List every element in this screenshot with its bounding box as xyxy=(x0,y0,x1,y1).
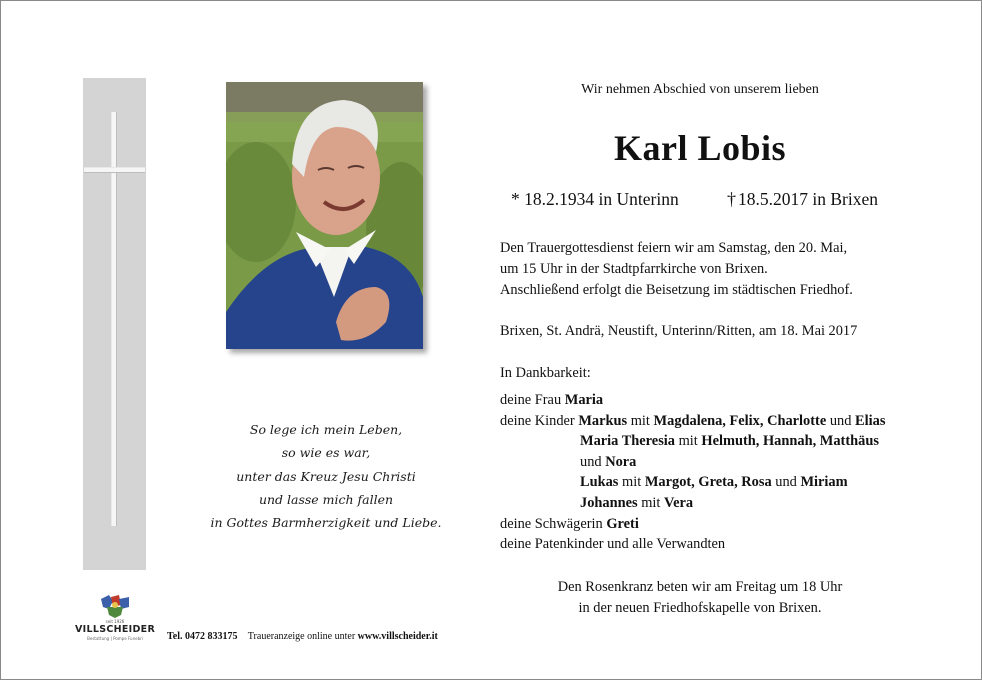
relative-name: Vera xyxy=(664,494,694,511)
connector: mit xyxy=(622,474,642,491)
connector: und xyxy=(580,453,602,470)
poem-line: in Gottes Barmherzigkeit und Liebe. xyxy=(210,515,442,531)
connector: mit xyxy=(641,494,661,511)
relative-name: Nora xyxy=(605,453,637,470)
birth-info: * 18.2.1934 in Unterinn xyxy=(511,189,679,209)
service-line: Den Trauergottesdienst feiern wir am Samstag, den 20. Mai, xyxy=(500,240,848,256)
portrait-photo xyxy=(226,82,423,349)
relative-name: Markus xyxy=(578,412,628,429)
portrait-image xyxy=(226,82,423,349)
funeral-home-logo[interactable] xyxy=(75,593,155,641)
logo-since: seit 1926 xyxy=(105,619,125,624)
family-row xyxy=(500,431,885,452)
rosary-line: in der neuen Friedhofskapelle von Brixen. xyxy=(578,600,822,616)
relative-name: Greti xyxy=(606,515,639,532)
relative-name: Johannes xyxy=(580,494,638,511)
relation-label: deine Kinder xyxy=(500,412,575,429)
logo-tagline: Bestattung | Pompe Funebri xyxy=(87,636,143,641)
family-row xyxy=(500,514,885,535)
deceased-name: Karl Lobis xyxy=(613,128,787,168)
relative-name: Maria Theresia xyxy=(580,433,675,450)
connector: und xyxy=(775,474,797,491)
relative-name: Helmuth, Hannah, Matthäus xyxy=(701,433,879,450)
phone-number[interactable]: Tel. 0472 833175 xyxy=(167,631,238,642)
relative-name: Magdalena, Felix, Charlotte xyxy=(653,412,827,429)
cross-crossbar xyxy=(84,168,145,172)
family-row xyxy=(500,493,885,514)
rosary-line: Den Rosenkranz beten wir am Freitag um 18 Uhr xyxy=(557,579,843,595)
relative-name: Maria xyxy=(564,392,604,408)
poem-line: und lasse mich fallen xyxy=(258,491,394,507)
relative-name: Lukas xyxy=(580,474,619,491)
connector: mit xyxy=(678,433,698,450)
logo-brand: VILLSCHEIDER xyxy=(75,624,156,635)
thanks-heading: In Dankbarkeit: xyxy=(500,365,591,381)
family-row xyxy=(500,452,885,473)
poem-line: unter das Kreuz Jesu Christi xyxy=(236,468,416,484)
service-line: Anschließend erfolgt die Beisetzung im städtischen Friedhof. xyxy=(500,282,853,298)
places-date: Brixen, St. Andrä, Neustift, Unterinn/Ritten, am 18. Mai 2017 xyxy=(500,323,858,339)
dagger-icon: † xyxy=(727,189,736,209)
connector: und xyxy=(829,412,852,429)
relation-label: deine Schwägerin xyxy=(500,515,603,532)
online-text: Traueranzeige online unter xyxy=(247,631,356,642)
service-info xyxy=(500,238,853,301)
poem-line: So lege ich mein Leben, xyxy=(249,422,403,437)
relation-label: deine Frau xyxy=(500,392,562,408)
rosary-info xyxy=(500,577,900,619)
relative-name: Margot, Greta, Rosa xyxy=(644,474,772,491)
family-row: deine Patenkinder und alle Verwandten xyxy=(500,536,726,553)
relative-name: Elias xyxy=(855,412,886,429)
latin-cross-icon xyxy=(112,112,116,526)
relative-name: Miriam xyxy=(800,474,848,491)
website-link[interactable]: www.villscheider.it xyxy=(357,631,438,642)
death-info xyxy=(727,189,878,210)
poem xyxy=(190,418,462,534)
poem-line: so wie es war, xyxy=(281,445,371,461)
death-date: 18.5.2017 in Brixen xyxy=(738,189,878,209)
intro-text: Wir nehmen Abschied von unserem lieben xyxy=(581,82,819,97)
coat-of-arms-icon xyxy=(97,593,133,619)
service-line: um 15 Uhr in der Stadtpfarrkirche von Brixen. xyxy=(500,261,768,277)
family-row xyxy=(500,472,885,493)
contact-line xyxy=(167,631,438,642)
family-row xyxy=(500,411,885,432)
family-list xyxy=(500,390,885,555)
connector: mit xyxy=(630,412,650,429)
family-row xyxy=(500,390,885,411)
